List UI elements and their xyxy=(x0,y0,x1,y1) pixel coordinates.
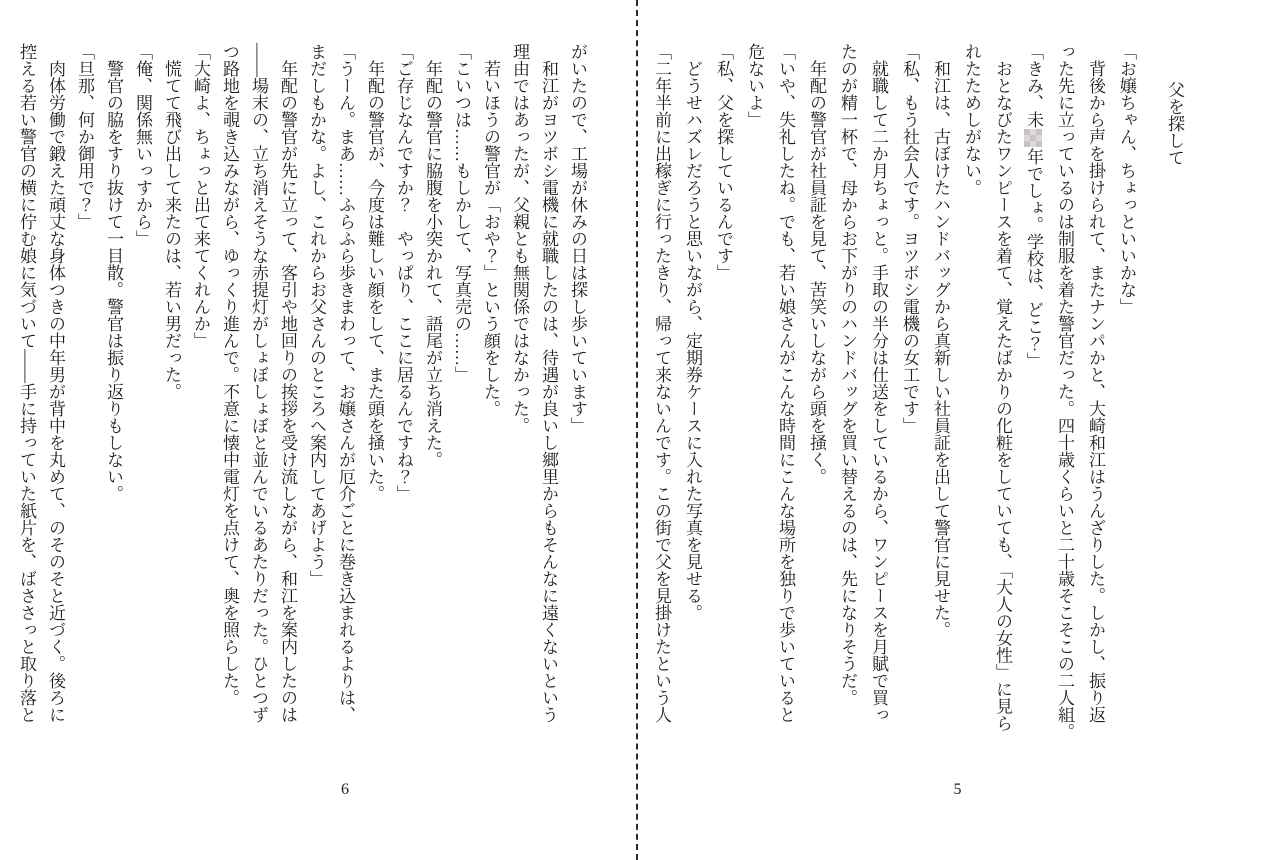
text-line: 「お嬢ちゃん、ちょっといいかな」 xyxy=(1117,43,1136,315)
text-line: 年配の警官が、今度は難しい顔をして、また頭を掻いた。 xyxy=(365,43,384,502)
text-line: どうせハズレだろうと思いながら、定期券ケースに入れた写真を見せる。 xyxy=(683,43,702,621)
text-line: 「私、もう社会人です。ヨツボシ電機の女工です」 xyxy=(900,43,919,434)
text-line: 「うーん。まあ……ふらふら歩きまわって、お嬢さんが厄介ごとに巻き込まれるよりは、 xyxy=(336,43,355,723)
text-line: 「旦那、何か御用で？」 xyxy=(75,43,94,230)
text-line: 理由ではあったが、父親とも無関係ではなかった。 xyxy=(510,43,529,434)
story-title: 父を探して xyxy=(1165,81,1184,166)
text-line: まだしもかな。よし、これからお父さんのところへ案内してあげよう」 xyxy=(307,43,326,587)
text-line: 控える若い警官の横に佇む娘に気づいて――手に持っていた紙片を、ばささっと取り落と xyxy=(17,43,36,723)
page-number: 5 xyxy=(953,781,962,798)
text-line: 年配の警官に脇腹を小突かれて、語尾が立ち消えた。 xyxy=(423,43,442,468)
page-5-text xyxy=(646,43,1190,740)
text-line: 「ご存じなんですか？ やっぱり、ここに居るんですね？」 xyxy=(394,43,413,502)
text-line: 「いや、失礼したね。でも、若い娘さんがこんな時間にこんな場所を独りで歩いていると xyxy=(776,43,795,723)
page-number: 6 xyxy=(341,781,349,798)
text-line: 就職して二か月ちょっと。手取の半分は仕送をしているから、ワンピースを月賦で買っ xyxy=(869,43,888,723)
text-line: 「俺、関係無いっすから」 xyxy=(133,43,152,247)
text-line: 「大崎よ、ちょっと出て来てくれんか」 xyxy=(191,43,210,349)
text-line: 警官の脇をすり抜けて一目散。警官は振り返りもしない。 xyxy=(104,43,123,502)
text-line: 危ないよ」 xyxy=(745,43,764,128)
text-line: 肉体労働で鍛えた頑丈な身体つきの中年男が背中を丸めて、のそのそと近づく。後ろに xyxy=(46,43,65,723)
text-line: 「私、父を探しているんです」 xyxy=(714,43,733,281)
page-divider xyxy=(636,0,638,860)
text-line: 「きみ、未年でしょ。学校は、どこ？」 xyxy=(1024,43,1043,369)
text-line: 慌てて飛び出して来たのは、若い男だった。 xyxy=(162,43,181,400)
text-line: れたためしがない。 xyxy=(962,43,981,196)
text-line: 「二年半前に出稼ぎに行ったきり、帰って来ないんです。この街で父を見掛けたという人 xyxy=(652,43,671,723)
text-line: った先に立っているのは制服を着た警官だった。四十歳くらいと二十歳そこそこの二人組。 xyxy=(1055,43,1074,740)
text-line: 和江がヨツボシ電機に就職したのは、待遇が良いし郷里からもそんなに遠くないという xyxy=(539,43,558,723)
text-line: 年配の警官が社員証を見て、苦笑いしながら頭を掻く。 xyxy=(807,43,826,485)
text-line: 「こいつは……もしかして、写真売の……」 xyxy=(452,43,471,383)
text-line: たのが精一杯で、母からお下がりのハンドバッグを買い替えるのは、先になりそうだ。 xyxy=(838,43,857,706)
text-line: 和江は、古ぼけたハンドバッグから真新しい社員証を出して警官に見せた。 xyxy=(931,43,950,638)
text-line: つ路地を覗き込みながら、ゆっくり進んで。不意に懐中電灯を点けて、奥を照らした。 xyxy=(220,43,239,706)
text-line: がいたので、工場が休みの日は探し歩いています」 xyxy=(568,43,587,434)
text-line: おとなびたワンピースを着て、覚えたばかりの化粧をしていても、「大人の女性」に見ら xyxy=(993,43,1012,732)
page-6-text xyxy=(14,43,592,727)
text-line: ――場末の、立ち消えそうな赤提灯がしょぼしょぼと並んでいるあたりだった。ひとつず xyxy=(249,43,268,723)
text-line: 若いほうの警官が「おや？」という顔をした。 xyxy=(481,43,500,417)
text-line: 背後から声を掛けられて、またナンパかと、大崎和江はうんざりした。しかし、振り返 xyxy=(1086,43,1105,723)
text-line: 年配の警官が先に立って、客引や地回りの挨拶を受け流しながら、和江を案内したのは xyxy=(278,43,297,723)
censored-text xyxy=(1024,129,1042,147)
